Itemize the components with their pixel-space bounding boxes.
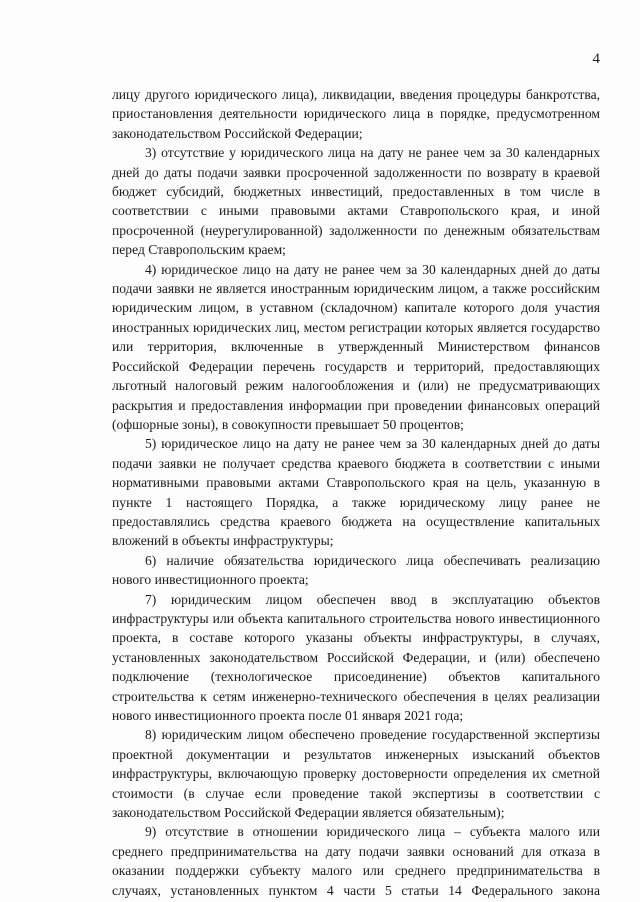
page-number: 4 <box>592 51 600 67</box>
paragraph-item-5: 5) юридическое лицо на дату не ранее чем за 30 календарных дней до даты подачи заявки не получает средства краевого бюджета в соответствии с иными нормативными правовыми актами Ставропольского края на цель, указанную в пункте 1 настоящего Порядка, а также юридическому лицу ранее не предоставлялись средства краевого бюджета на осуществление капитальных вложений в объекты инфраструктуры; <box>112 436 600 549</box>
paragraph-item-9: 9) отсутствие в отношении юридического лица – субъекта малого или среднего предпринимательства на дату подачи заявки оснований для отказа в оказании поддержки субъекту малого или среднего предпринимательства в случаях, установленных пунктом 4 части 5 статьи 14 Федерального закона <box>112 824 600 898</box>
document-body <box>112 85 600 900</box>
paragraph-item-6: 6) наличие обязательства юридического лица обеспечивать реализацию нового инвестиционного проекта; <box>112 552 600 588</box>
paragraph-item-7: 7) юридическим лицом обеспечен ввод в эксплуатацию объектов инфраструктуры или объекта капитального строительства нового инвестиционного проекта, в составе которого указаны объекты инфраструктуры, в случаях, установленных законодательством Российской Федерации, и (или) обеспечено подключение (технологическое присоединение) объектов капитального строительства к сетям инженерно-технического обеспечения в целях реализации нового инвестиционного проекта после 01 января 2021 года; <box>112 591 600 723</box>
paragraph-item-3: 3) отсутствие у юридического лица на дату не ранее чем за 30 календарных дней до даты подачи заявки просроченной задолженности по возврату в краевой бюджет субсидий, бюджетных инвестиций, предоставленных в том числе в соответствии с иными правовыми актами Ставропольского края, и иной просроченной (неурегулированной) задолженности по денежным обязательствам перед Ставропольским краем; <box>112 145 600 258</box>
paragraph-item-8: 8) юридическим лицом обеспечено проведение государственной экспертизы проектной документации и результатов инженерных изысканий объектов инфраструктуры, включающую проверку достоверности определения их сметной стоимости (в случае если проведение такой экспертизы в соответствии с законодательством Российской Федерации является обязательным); <box>112 727 600 821</box>
paragraph-continuation: лицу другого юридического лица), ликвидации, введения процедуры банкротства, приостановления деятельности юридического лица в порядке, предусмотренном законодательством Российской Федерации; <box>112 87 600 141</box>
paragraph-item-4: 4) юридическое лицо на дату не ранее чем за 30 календарных дней до даты подачи заявки не является иностранным юридическим лицом, а также российским юридическим лицом, в уставном (складочном) капитале которого доля участия иностранных юридических лиц, местом регистрации которых является государство или территория, включенные в утвержденный Министерством финансов Российской Федерации перечень государств и территорий, предоставляющих льготный налоговый режим налогообложения и (или) не предусматривающих раскрытия и предоставления информации при проведении финансовых операций (офшорные зоны), в совокупности превышает 50 процентов; <box>112 261 600 432</box>
